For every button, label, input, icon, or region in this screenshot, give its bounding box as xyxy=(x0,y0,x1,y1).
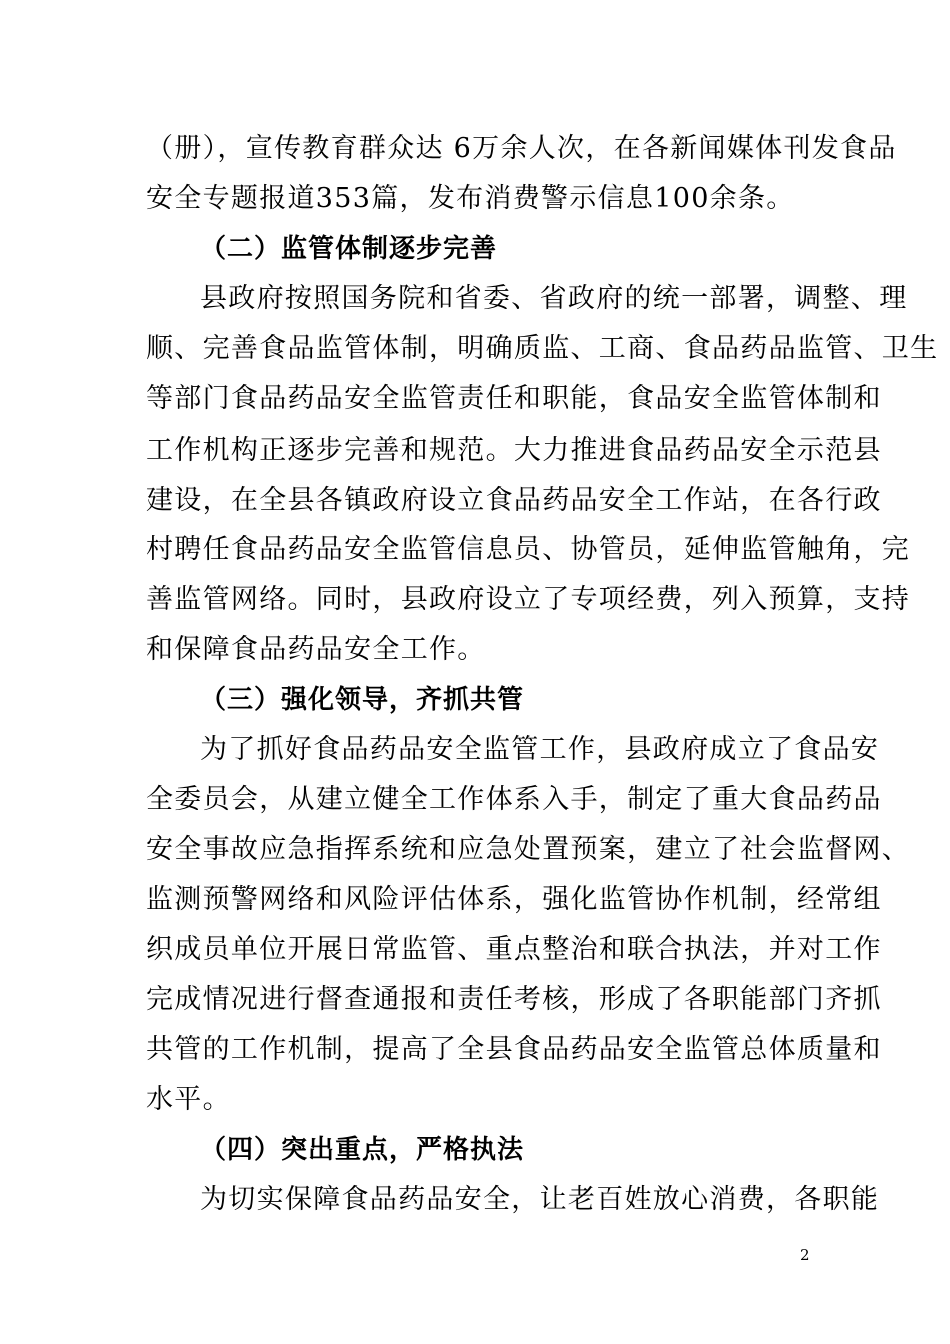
paragraph-line: 共管的工作机制，提高了全县食品药品安全监管总体质量和 xyxy=(146,1034,882,1065)
paragraph-line: 安全专题报道353篇，发布消费警示信息100余条。 xyxy=(146,183,795,214)
paragraph-line: 等部门食品药品安全监管责任和职能，食品安全监管体制和 xyxy=(146,383,882,414)
paragraph-line: 监测预警网络和风险评估体系，强化监管协作机制，经常组 xyxy=(146,884,882,915)
paragraph-line: 村聘任食品药品安全监管信息员、协管员，延伸监管触角，完 xyxy=(146,534,911,565)
section-heading: （四）突出重点，严格执法 xyxy=(200,1135,525,1165)
paragraph-line: 为了抓好食品药品安全监管工作，县政府成立了食品安 xyxy=(200,734,880,765)
paragraph-line: 和保障食品药品安全工作。 xyxy=(146,634,486,665)
paragraph-line: 县政府按照国务院和省委、省政府的统一部署，调整、理 xyxy=(200,283,908,314)
paragraph-line: 顺、完善食品监管体制，明确质监、工商、食品药品监管、卫生 xyxy=(146,333,939,364)
section-heading: （三）强化领导，齐抓共管 xyxy=(200,685,525,715)
paragraph-line: 善监管网络。同时，县政府设立了专项经费，列入预算，支持 xyxy=(146,584,911,615)
section-heading: （二）监管体制逐步完善 xyxy=(200,234,498,264)
paragraph-line: 安全事故应急指挥系统和应急处置预案，建立了社会监督网、 xyxy=(146,834,911,865)
paragraph-line: 全委员会，从建立健全工作体系入手，制定了重大食品药品 xyxy=(146,784,882,815)
paragraph-line: 工作机构正逐步完善和规范。大力推进食品药品安全示范县 xyxy=(146,435,882,466)
paragraph-line: 建设，在全县各镇政府设立食品药品安全工作站，在各行政 xyxy=(146,485,882,516)
paragraph-line: （册），宣传教育群众达 6万余人次，在各新闻媒体刊发食品 xyxy=(146,133,897,164)
paragraph-line: 完成情况进行督查通报和责任考核，形成了各职能部门齐抓 xyxy=(146,984,882,1015)
paragraph-line: 为切实保障食品药品安全，让老百姓放心消费，各职能 xyxy=(200,1184,880,1215)
page-number: 2 xyxy=(800,1246,810,1264)
paragraph-line: 织成员单位开展日常监管、重点整治和联合执法，并对工作 xyxy=(146,934,882,965)
paragraph-line: 水平。 xyxy=(146,1084,231,1115)
